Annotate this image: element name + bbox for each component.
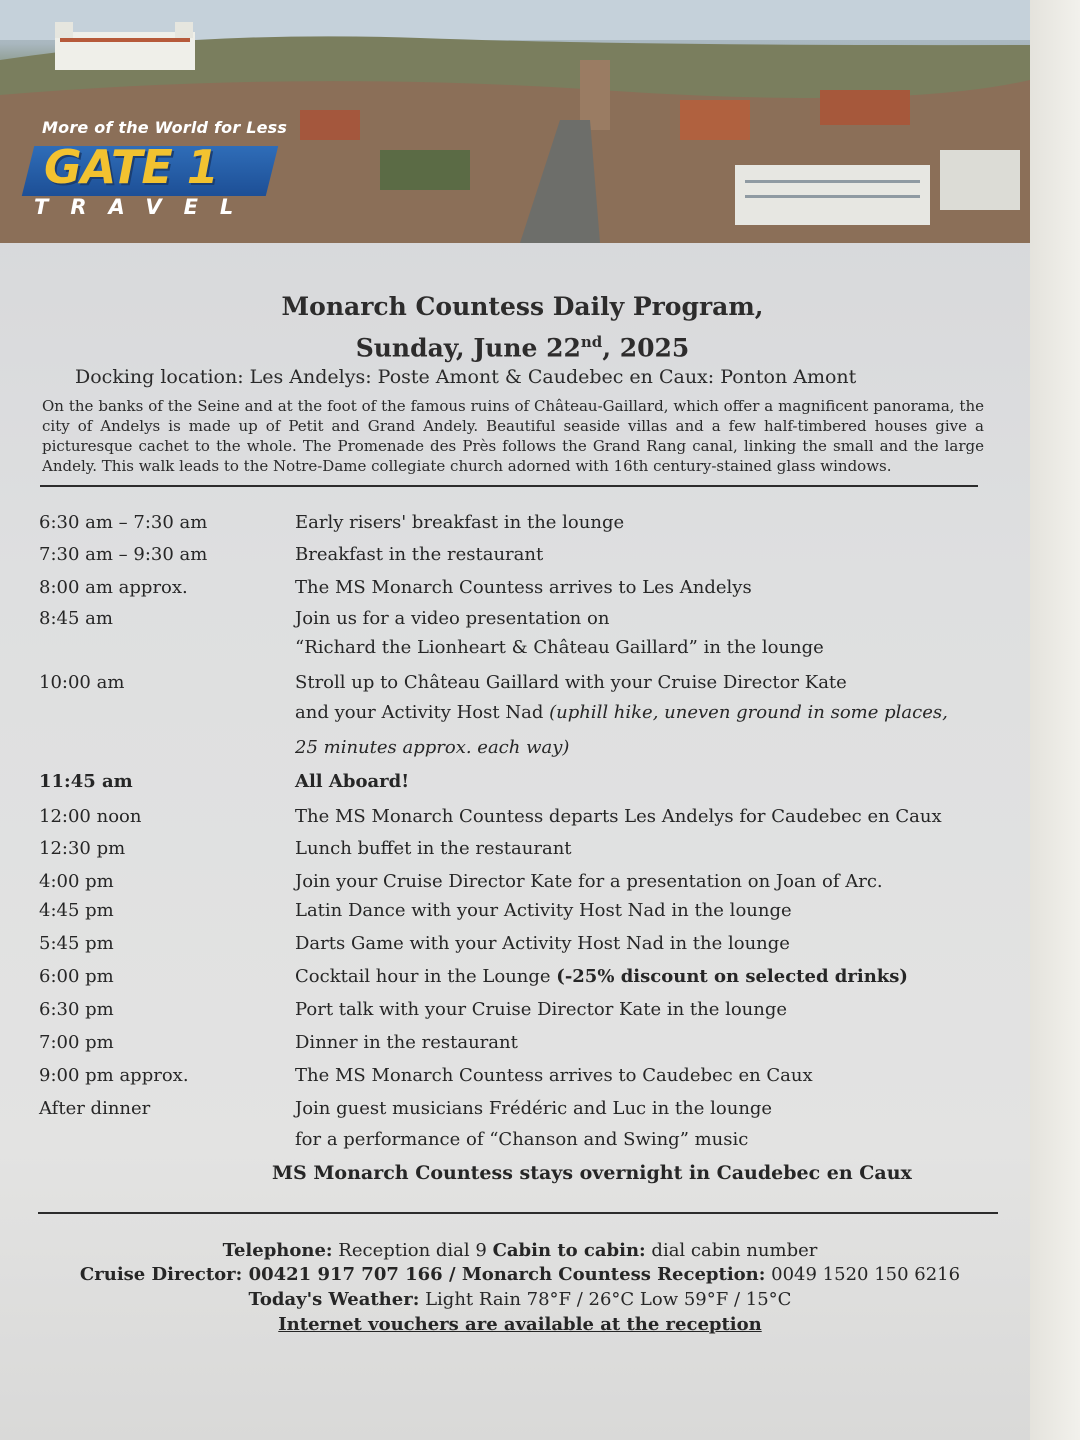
schedule-event-text: Join your Cruise Director Kate for a presentation on Joan of Arc. bbox=[295, 871, 883, 892]
schedule-event-text: Join us for a video presentation on bbox=[295, 608, 610, 629]
schedule-event-text: Darts Game with your Activity Host Nad in the lounge bbox=[295, 933, 790, 954]
schedule-event bbox=[295, 900, 792, 921]
schedule-event bbox=[295, 933, 790, 954]
schedule-event bbox=[295, 966, 908, 987]
program-date bbox=[0, 325, 1030, 365]
schedule-event bbox=[295, 999, 787, 1020]
schedule-event-text: for a performance of “Chanson and Swing” music bbox=[295, 1129, 749, 1150]
schedule-event bbox=[295, 737, 569, 758]
divider-bottom bbox=[38, 1212, 998, 1214]
schedule-time: 11:45 am bbox=[39, 771, 133, 792]
schedule-event-text: The MS Monarch Countess arrives to Caudebec en Caux bbox=[295, 1065, 813, 1086]
schedule-event bbox=[295, 871, 883, 892]
schedule-event-text: Join guest musicians Frédéric and Luc in the lounge bbox=[295, 1098, 773, 1119]
schedule-event bbox=[295, 702, 948, 723]
schedule-time: 9:00 pm approx. bbox=[39, 1065, 189, 1086]
schedule-time: After dinner bbox=[39, 1098, 151, 1119]
schedule-time: 5:45 pm bbox=[39, 933, 114, 954]
intro-paragraph: On the banks of the Seine and at the foot of the famous ruins of Château-Gaillard, which offer a magnificent panorama, the city of Andelys is made up of Petit and Grand Andely. Beautiful seaside villas and a few half-timbered houses give a picturesque cachet to the whole. The Promenade des Près follows the Grand Rang canal, linking the small and the large Andely. This walk leads to the Notre-Dame collegiate church adorned with 16th century-stained glass windows. bbox=[42, 397, 984, 475]
schedule-event bbox=[295, 637, 824, 658]
divider-top bbox=[40, 485, 978, 487]
schedule-event-text: Port talk with your Cruise Director Kate in the lounge bbox=[295, 999, 788, 1020]
schedule-time: 12:30 pm bbox=[39, 838, 126, 859]
header-banner-photo bbox=[0, 0, 1030, 243]
schedule-event-text: Lunch buffet in the restaurant bbox=[295, 838, 572, 859]
schedule-time: 6:00 pm bbox=[39, 966, 114, 987]
brand-logo: GATE 1 bbox=[44, 140, 218, 194]
schedule-event-text: Latin Dance with your Activity Host Nad in the lounge bbox=[295, 900, 792, 921]
program-title: Monarch Countess Daily Program, bbox=[281, 292, 764, 321]
schedule-event bbox=[295, 838, 572, 859]
schedule-event-highlight: (-25% discount on selected drinks) bbox=[556, 966, 908, 987]
cabin-value: dial cabin number bbox=[645, 1240, 818, 1261]
schedule-time: 6:30 pm bbox=[39, 999, 114, 1020]
cabin-label: Cabin to cabin: bbox=[492, 1240, 646, 1261]
schedule-event-text: Stroll up to Château Gaillard with your Cruise Director Kate bbox=[295, 672, 847, 693]
schedule-event bbox=[295, 544, 543, 565]
schedule-event-note: (uphill hike, uneven ground in some places, bbox=[549, 702, 948, 723]
schedule-event bbox=[295, 1129, 748, 1150]
weather-label: Today's Weather: bbox=[248, 1289, 420, 1310]
schedule-event bbox=[295, 608, 609, 629]
schedule-time: 10:00 am bbox=[39, 672, 125, 693]
schedule-event-text: and your Activity Host Nad bbox=[295, 702, 550, 723]
schedule-event bbox=[295, 1065, 813, 1086]
schedule-event-text: Breakfast in the restaurant bbox=[295, 544, 544, 565]
schedule-event-text: Dinner in the restaurant bbox=[295, 1032, 518, 1053]
schedule-event bbox=[295, 672, 847, 693]
schedule-time: 7:30 am – 9:30 am bbox=[39, 544, 208, 565]
vouchers-note: Internet vouchers are available at the reception bbox=[278, 1314, 762, 1335]
reception-number: 0049 1520 150 6216 bbox=[765, 1264, 961, 1285]
footer-contacts bbox=[0, 1264, 1030, 1285]
schedule-time: 12:00 noon bbox=[39, 806, 142, 827]
date-ordinal: nd bbox=[580, 333, 603, 351]
cruise-director-contact: Cruise Director: 00421 917 707 166 / Monarch Countess Reception: bbox=[79, 1264, 766, 1285]
schedule-event bbox=[295, 577, 752, 598]
footer-weather bbox=[0, 1289, 1030, 1310]
schedule-event-text: The MS Monarch Countess departs Les Andelys for Caudebec en Caux bbox=[295, 806, 942, 827]
docking-location: Docking location: Les Andelys: Poste Amont & Caudebec en Caux: Ponton Amont bbox=[75, 366, 857, 388]
schedule-event-text: “Richard the Lionheart & Château Gaillard” in the lounge bbox=[295, 637, 824, 658]
date-year: , 2025 bbox=[602, 333, 690, 363]
schedule-event-note: 25 minutes approx. each way) bbox=[295, 737, 570, 758]
telephone-value: Reception dial 9 bbox=[332, 1240, 493, 1261]
schedule-event bbox=[295, 512, 624, 533]
footer-telephone bbox=[0, 1240, 1030, 1261]
schedule-time: 8:45 am bbox=[39, 608, 113, 629]
weather-value: Light Rain 78°F / 26°C Low 59°F / 15°C bbox=[419, 1289, 792, 1310]
brand-tagline: More of the World for Less bbox=[42, 118, 288, 137]
schedule-time: 7:00 pm bbox=[39, 1032, 114, 1053]
schedule-event-text: Early risers' breakfast in the lounge bbox=[295, 512, 625, 533]
brand-logo-subtitle: TRAVEL bbox=[34, 195, 256, 219]
overnight-note: MS Monarch Countess stays overnight in Caudebec en Caux bbox=[272, 1162, 912, 1184]
date-text: Sunday, June 22 bbox=[355, 333, 581, 363]
schedule-time: 6:30 am – 7:30 am bbox=[39, 512, 208, 533]
schedule-event bbox=[295, 771, 409, 792]
schedule-event bbox=[295, 806, 942, 827]
telephone-label: Telephone: bbox=[222, 1240, 333, 1261]
footer-vouchers bbox=[0, 1314, 1030, 1335]
schedule-event-text: The MS Monarch Countess arrives to Les Andelys bbox=[295, 577, 752, 598]
schedule-time: 4:00 pm bbox=[39, 871, 114, 892]
schedule-event-text: Cocktail hour in the Lounge bbox=[295, 966, 557, 987]
schedule-time: 4:45 pm bbox=[39, 900, 114, 921]
schedule-event bbox=[295, 1032, 518, 1053]
schedule-event bbox=[295, 1098, 772, 1119]
schedule-event-text: All Aboard! bbox=[295, 771, 410, 792]
schedule-time: 8:00 am approx. bbox=[39, 577, 188, 598]
